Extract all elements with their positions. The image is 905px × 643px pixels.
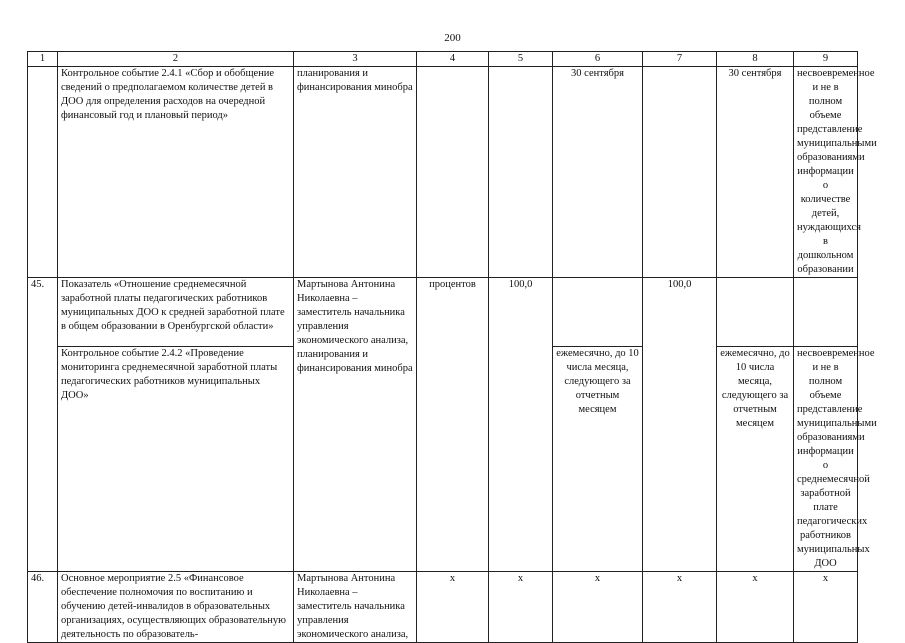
risk-cell: несвоевременное и не в полном объеме представление муниципальными образованиями информации о количестве детей, нуждающихся в дошкольном образовании	[794, 67, 858, 278]
page-number: 200	[444, 32, 461, 44]
activity-name: Основное мероприятие 2.5 «Финансовое обеспечение полномочия по воспитанию и обучению детей-инвалидов в образовательных организациях, осуществляющих образовательную деятельность по образователь-	[58, 572, 294, 643]
col5-cell: x	[489, 572, 553, 643]
col7-cell: 100,0	[643, 278, 717, 572]
col5-cell: 100,0	[489, 278, 553, 572]
table-row-46	[28, 572, 858, 643]
plan-table	[27, 51, 877, 643]
indicator-name: Показатель «Отношение среднемесячной заработной платы педагогических работников муниципальных ДОО к средней заработной плате в общем образовании в Оренбургской области»	[58, 278, 294, 347]
col8-cell: ежемесячно, до 10 числа месяца, следующего за отчетным месяцем	[717, 347, 794, 572]
col-header-5: 5	[489, 52, 553, 67]
col6-cell	[553, 278, 643, 347]
unit-cell: процентов	[417, 278, 489, 572]
col6-cell: 30 сентября	[553, 67, 643, 278]
col-header-6: 6	[553, 52, 643, 67]
unit-cell	[417, 67, 489, 278]
col5-cell	[489, 67, 553, 278]
event-name: Контрольное событие 2.4.1 «Сбор и обобщение сведений о предполагаемом количестве детей в ДОО для определения расходов на очередной финансовый год и плановый период»	[58, 67, 294, 278]
row-number: 46.	[28, 572, 58, 643]
table-row-event-2-4-1	[28, 67, 858, 278]
col-header-4: 4	[417, 52, 489, 67]
col9-cell: x	[794, 572, 858, 643]
col8-cell: x	[717, 572, 794, 643]
row-number: 45.	[28, 278, 58, 572]
col6-cell: ежемесячно, до 10 числа месяца, следующего за отчетным месяцем	[553, 347, 643, 572]
col-header-8: 8	[717, 52, 794, 67]
col-header-3: 3	[294, 52, 417, 67]
risk-cell	[794, 278, 858, 347]
col-header-9: 9	[794, 52, 858, 67]
col-header-7: 7	[643, 52, 717, 67]
row-number	[28, 67, 58, 278]
col-header-2: 2	[58, 52, 294, 67]
responsible-person: Мартынова Антонина Николаевна – заместитель начальника управления экономического анализа, планирования и финансирования минобра	[294, 278, 417, 572]
responsible-person: Мартынова Антонина Николаевна – заместитель начальника управления экономического анализа,	[294, 572, 417, 643]
col7-cell: x	[643, 572, 717, 643]
col-header-1: 1	[28, 52, 58, 67]
responsible-person: планирования и финансирования минобра	[294, 67, 417, 278]
col7-cell	[643, 67, 717, 278]
col4-cell: x	[417, 572, 489, 643]
col8-cell: 30 сентября	[717, 67, 794, 278]
event-name: Контрольное событие 2.4.2 «Проведение мониторинга среднемесячной заработной платы педагогических работников муниципальных ДОО»	[58, 347, 294, 572]
col8-cell	[717, 278, 794, 347]
header-row	[28, 52, 858, 67]
col6-cell: x	[553, 572, 643, 643]
risk-cell: несвоевременное и не в полном объеме представление муниципальными образованиями информации о среднемесячной заработной плате педагогических работников муниципальных ДОО	[794, 347, 858, 572]
table-row-45	[28, 278, 858, 347]
